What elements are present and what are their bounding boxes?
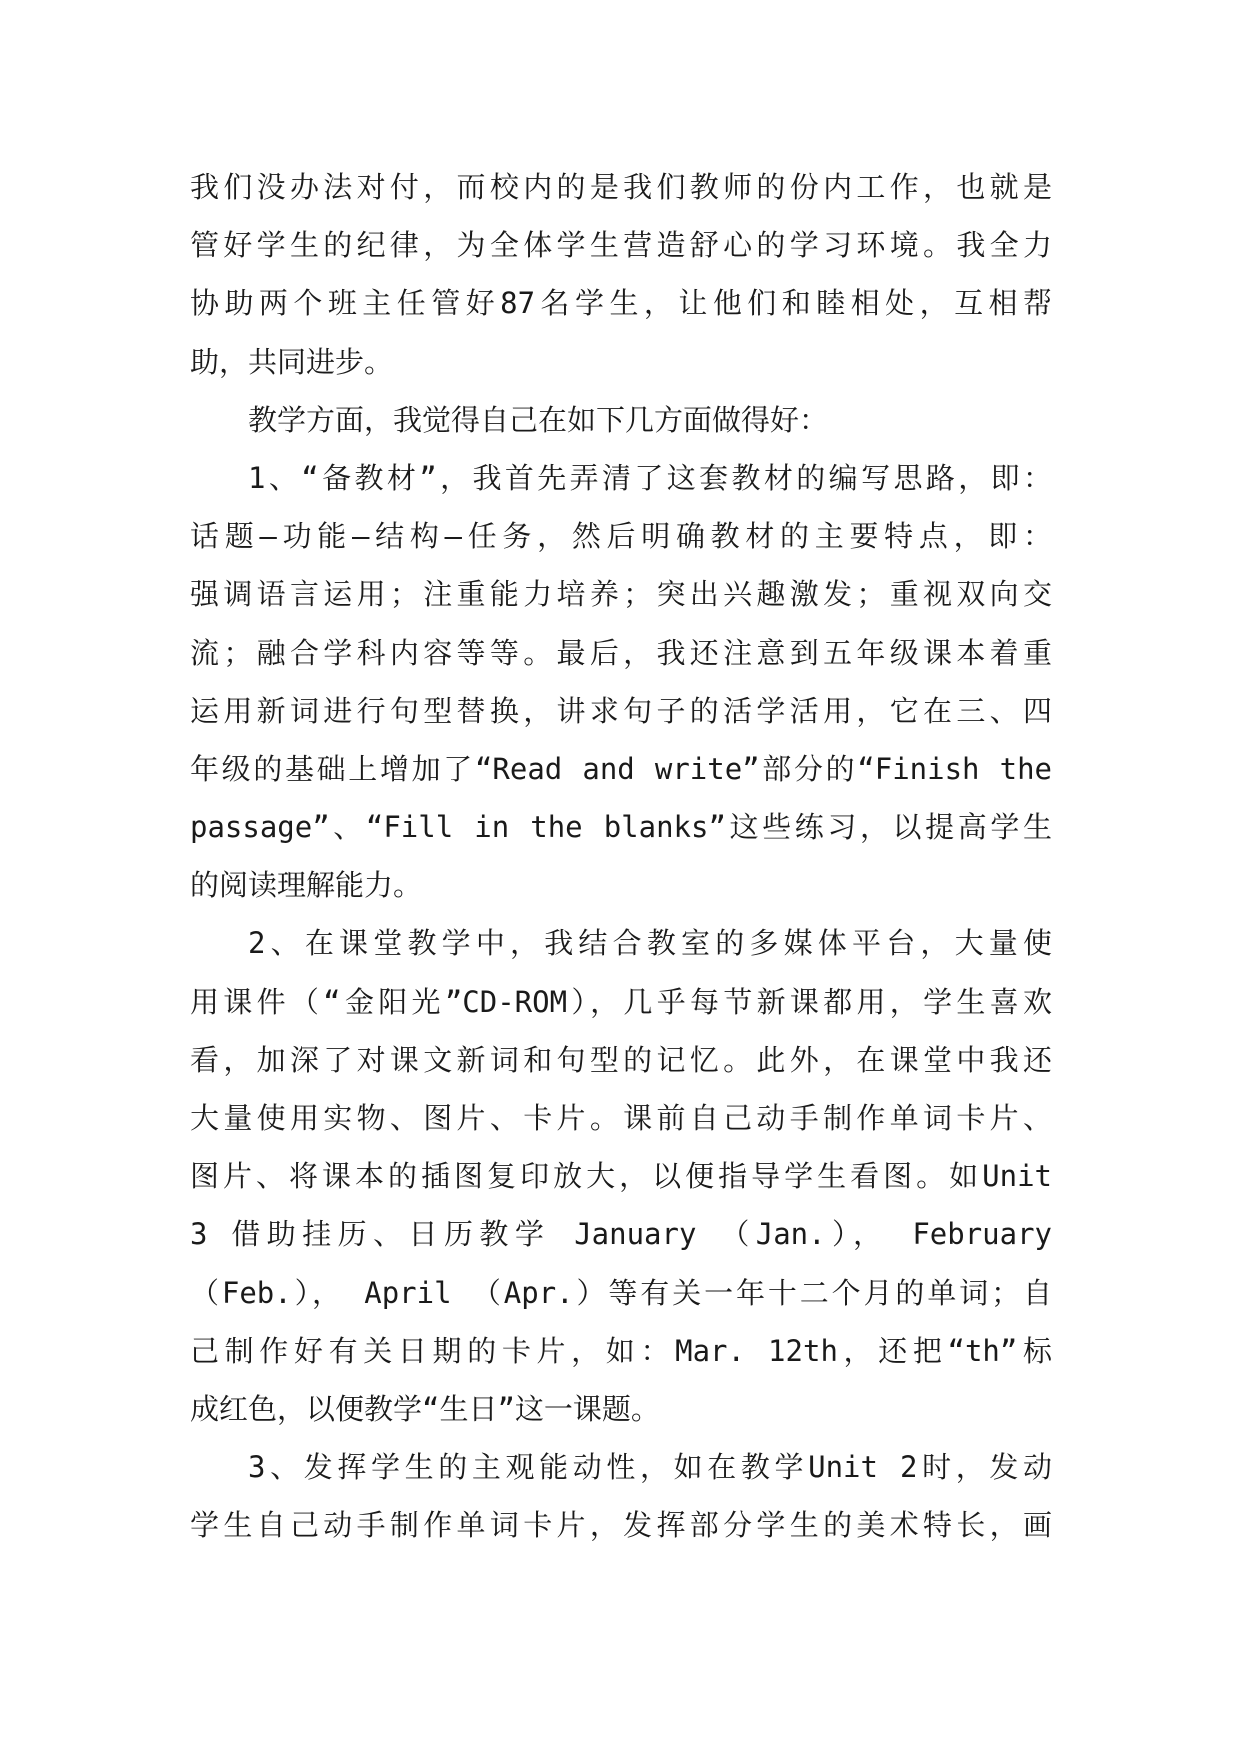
text-line: 流；融合学科内容等等。最后，我还注意到五年级课本着重 <box>190 635 1052 670</box>
text-line: 己制作好有关日期的卡片，如：Mar. 12th，还把“th”标 <box>190 1333 1052 1368</box>
text-line: 强调语言运用；注重能力培养；突出兴趣激发；重视双向交 <box>190 577 1052 612</box>
text-line: passage”、“Fill in the blanks”这些练习，以提高学生 <box>190 810 1052 845</box>
text-line: 我们没办法对付，而校内的是我们教师的份内工作，也就是 <box>190 170 1052 204</box>
text-line: 图片、将课本的插图复印放大，以便指导学生看图。如Unit <box>190 1159 1052 1194</box>
text-line: 运用新词进行句型替换，讲求句子的活学活用，它在三、四 <box>190 693 1052 728</box>
text-line: 用课件（“金阳光”CD-ROM），几乎每节新课都用，学生喜欢 <box>190 984 1052 1019</box>
text-line: 成红色，以便教学“生日”这一课题。 <box>190 1391 660 1426</box>
paragraph-start-line: 2、在课堂教学中，我结合教室的多媒体平台，大量使 <box>248 926 1052 961</box>
paragraph-start-line: 3、发挥学生的主观能动性，如在教学Unit 2时，发动 <box>248 1450 1052 1485</box>
body-text <box>190 158 1052 1555</box>
text-line: 协助两个班主任管好87名学生，让他们和睦相处，互相帮 <box>190 286 1052 321</box>
text-line: 大量使用实物、图片、卡片。课前自己动手制作单词卡片、 <box>190 1101 1052 1135</box>
paragraph-start-line: 教学方面，我觉得自己在如下几方面做得好： <box>248 402 829 437</box>
text-line: 3 借助挂历、日历教学 January （Jan.）， February <box>190 1217 1052 1252</box>
text-line: 的阅读理解能力。 <box>190 868 423 903</box>
text-line: 年级的基础上增加了“Read and write”部分的“Finish the <box>190 751 1052 786</box>
text-line: 看，加深了对课文新词和句型的记忆。此外，在课堂中我还 <box>190 1042 1052 1077</box>
text-line: 话题—功能—结构—任务，然后明确教材的主要特点，即： <box>190 519 1052 554</box>
text-line: 管好学生的纪律，为全体学生营造舒心的学习环境。我全力 <box>190 228 1052 263</box>
text-line: （Feb.）， April （Apr.）等有关一年十二个月的单词；自 <box>190 1275 1052 1310</box>
text-line: 学生自己动手制作单词卡片，发挥部分学生的美术特长，画 <box>190 1508 1052 1543</box>
text-line: 助，共同进步。 <box>190 344 394 379</box>
paragraph-start-line: 1、“备教材”，我首先弄清了这套教材的编写思路，即： <box>248 460 1052 495</box>
